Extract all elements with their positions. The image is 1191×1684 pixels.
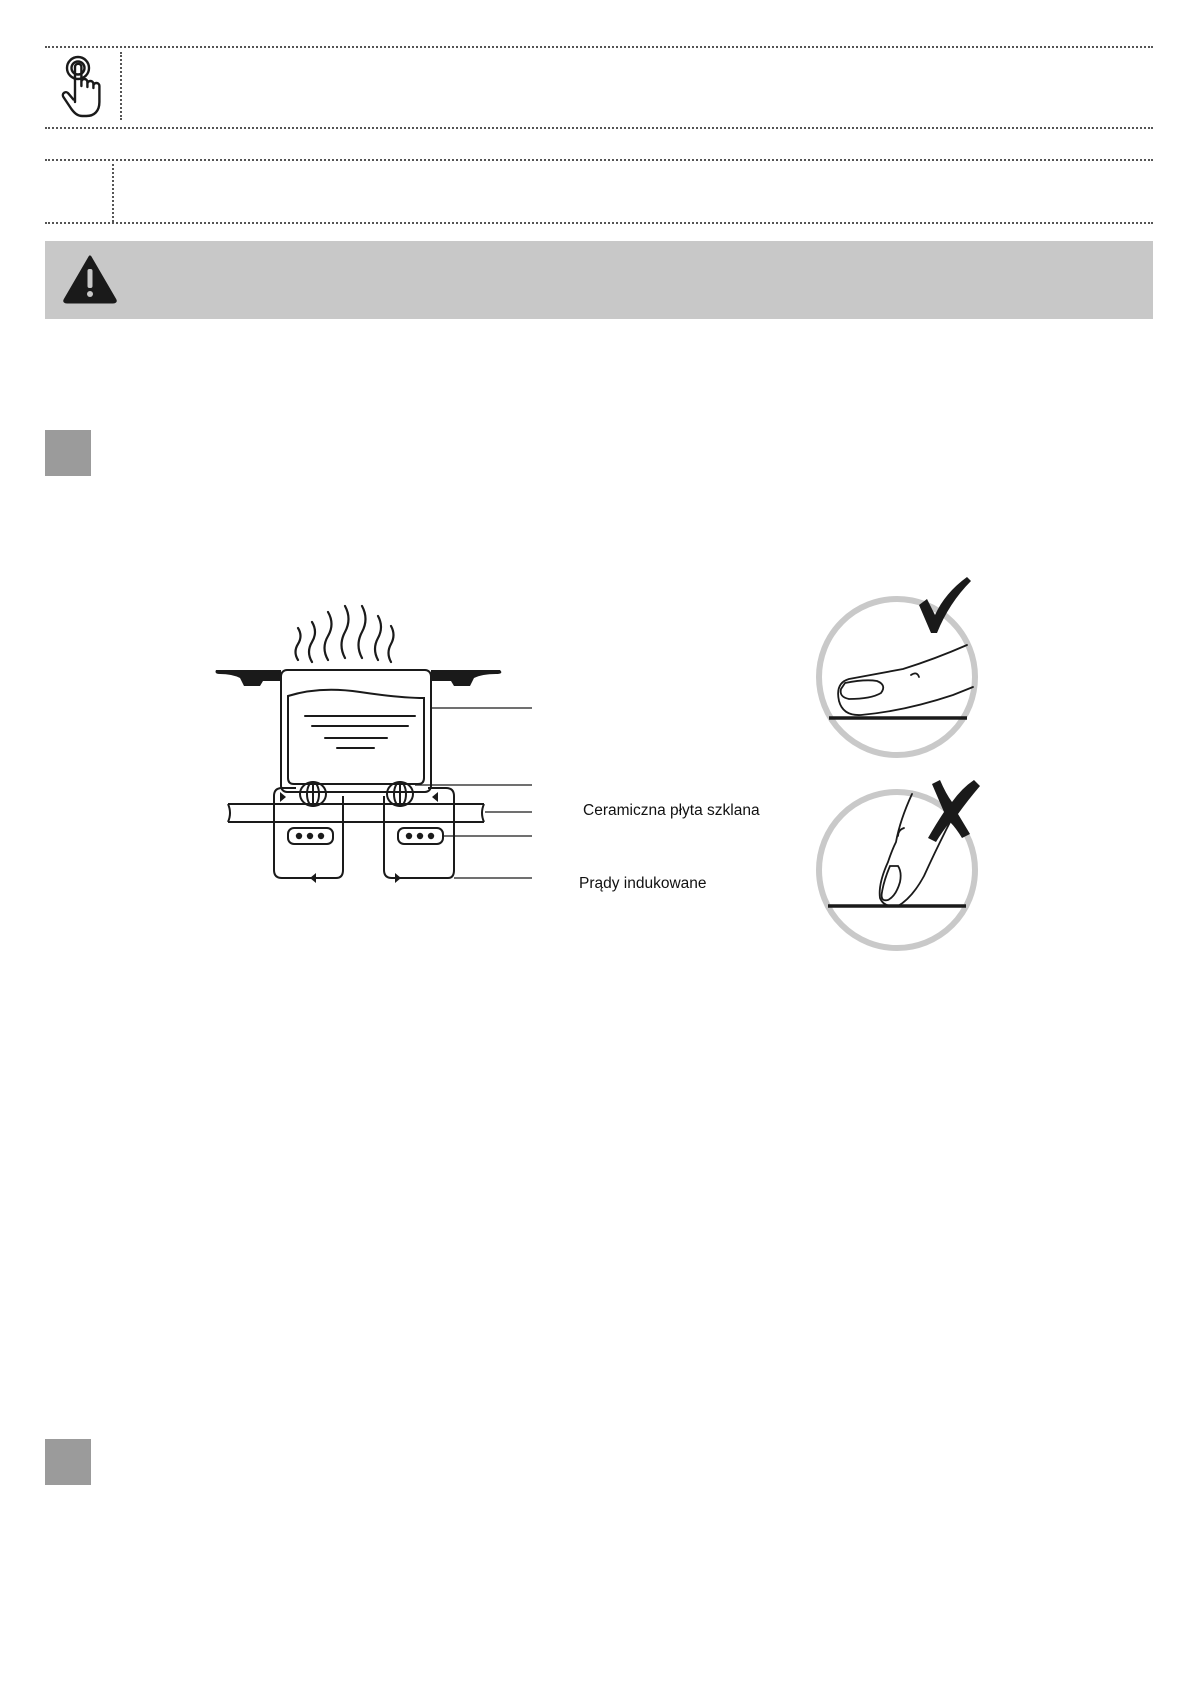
induction-diagram	[210, 600, 540, 900]
warning-triangle-icon	[63, 254, 117, 309]
section-marker-2	[45, 1439, 91, 1485]
cross-icon	[928, 780, 980, 842]
top-block-separator-2	[112, 164, 114, 222]
top-divider-2	[45, 127, 1153, 129]
label-glass-plate: Ceramiczna płyta szklana	[583, 802, 760, 819]
touch-hand-icon	[58, 54, 110, 120]
section-marker-1	[45, 430, 91, 476]
checkmark-icon	[919, 577, 971, 633]
top-divider-4	[45, 222, 1153, 224]
warning-bar	[45, 241, 1153, 319]
top-divider-1	[45, 46, 1153, 48]
correct-touch-illustration	[815, 575, 980, 760]
steam-lines	[296, 606, 394, 662]
label-induced-currents: Prądy indukowane	[579, 875, 707, 892]
top-divider-3	[45, 159, 1153, 161]
top-block-separator-1	[120, 52, 122, 120]
incorrect-touch-illustration	[812, 780, 982, 955]
